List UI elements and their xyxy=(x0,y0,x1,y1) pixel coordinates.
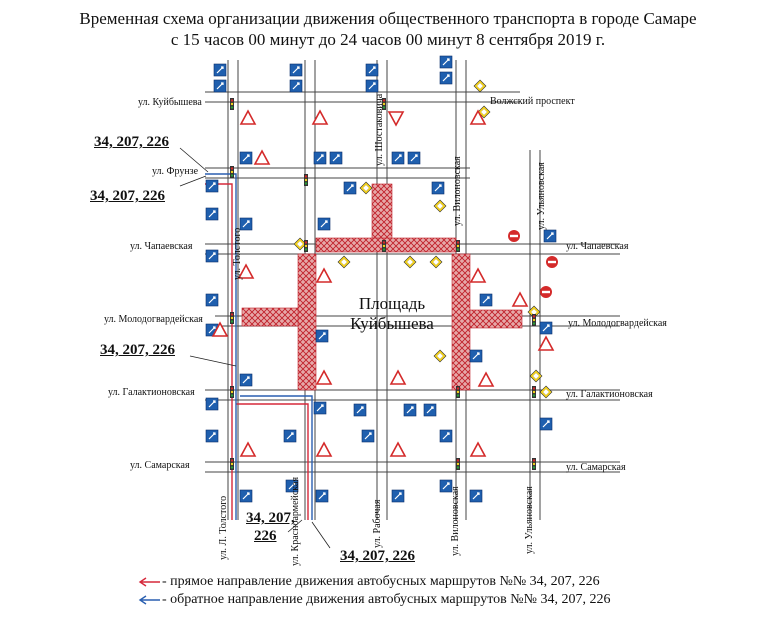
street-label-ulyanovskaya-top: ул. Ульяновская xyxy=(536,162,547,230)
street-label-tolstogo-bottom: ул. Л. Толстого xyxy=(218,495,229,560)
street-label-molodogvard-left: ул. Молодогвардейская xyxy=(104,314,203,325)
street-label-molodogvard-right: ул. Молодогвардейская xyxy=(568,318,667,329)
legend-arrows xyxy=(140,578,160,604)
road-network xyxy=(205,60,620,520)
street-label-volzhsky: Волжский проспект xyxy=(490,96,575,107)
square-label-line-1: Площадь xyxy=(358,294,426,313)
route-label-frunze-bottom: 34, 207, 226 xyxy=(90,188,165,204)
route-reverse-path xyxy=(205,174,312,520)
route-label-krasnoarmeyskaya: 34, 207, 226 xyxy=(340,548,415,564)
square-label xyxy=(332,294,452,334)
street-label-kuibysheva: ул. Куйбышева xyxy=(138,97,202,108)
street-label-ulyanovskaya-bottom: ул. Ульяновская xyxy=(524,486,535,554)
street-label-galaktion-right: ул. Галактионовская xyxy=(566,389,653,400)
legend-forward: - прямое направление движения автобусных маршрутов №№ 34, 207, 226 xyxy=(162,574,600,589)
route-label-frunze-top: 34, 207, 226 xyxy=(94,134,169,150)
street-label-chapaevskaya-left: ул. Чапаевская xyxy=(130,241,193,252)
route-label-tolstogo-line-2: 226 xyxy=(254,528,277,544)
legend-reverse: - обратное направление движения автобусных маршрутов №№ 34, 207, 226 xyxy=(162,592,611,607)
street-label-rabochaya: ул. Рабочая xyxy=(372,499,383,548)
street-label-tolstogo-top: ул. Толстого xyxy=(232,227,243,280)
route-label-molodogvard: 34, 207, 226 xyxy=(100,342,175,358)
route-forward-path xyxy=(205,184,308,520)
street-label-chapaevskaya-right: ул. Чапаевская xyxy=(566,241,629,252)
street-label-samarskaya-left: ул. Самарская xyxy=(130,460,190,471)
map-title-line-2: с 15 часов 00 минут до 24 часов 00 минут 8 сентября 2019 г. xyxy=(170,30,606,49)
street-label-krasnoarmeyskaya: ул. Красноармейская xyxy=(290,476,301,566)
street-label-samarskaya-right: ул. Самарская xyxy=(566,462,626,473)
street-label-shostakovicha: ул. Шостаковича xyxy=(374,93,385,166)
street-label-vilonovskaya-top: ул. Вилоновская xyxy=(452,156,463,226)
street-label-vilonovskaya-bottom: ул. Вилоновская xyxy=(450,486,461,556)
street-label-galaktion-left: ул. Галактионовская xyxy=(108,387,195,398)
street-label-frunze: ул. Фрунзе xyxy=(152,166,199,177)
square-label-line-2: Куйбышева xyxy=(350,314,434,333)
map-title-line-1: Временная схема организации движения общественного транспорта в городе Самаре xyxy=(79,9,697,28)
route-label-tolstogo-line-1: 34, 207, xyxy=(246,510,295,526)
